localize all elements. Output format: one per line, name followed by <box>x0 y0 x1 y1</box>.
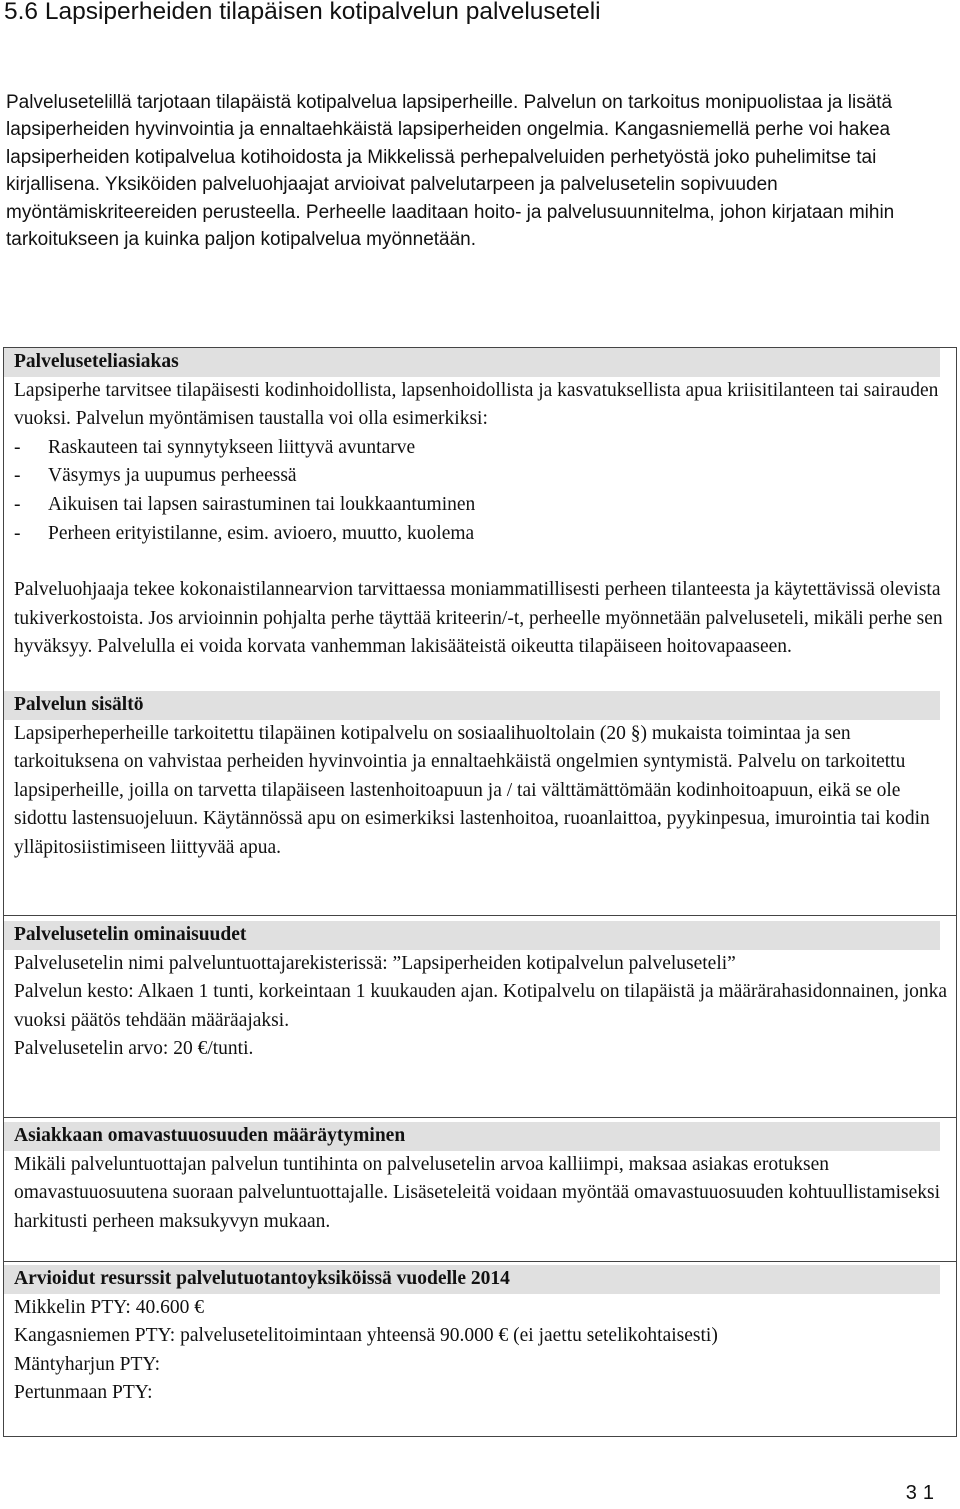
list-item: - Väsymys ja uupumus perheessä <box>14 465 297 487</box>
page-number: 31 <box>905 1482 940 1504</box>
voucher-duration: Palvelun kesto: Alkaen 1 tunti, korkeintaan 1 kuukauden ajan. Kotipalvelu on tilapäistä ja määrärahasidonnainen, jonka vuoksi päätös tehdään määräajaksi. <box>14 981 948 1031</box>
voucher-value: Palvelusetelin arvo: 20 €/tunti. <box>14 1038 254 1060</box>
section-text-2: Palveluohjaaja tekee kokonaistilannearvion tarvittaessa moniammatillisesti perheen tilanteesta ja käytettävissä olevista tukiverkostoista. Jos arvioinnin pohjalta perhe täyttää kriteerin/-t, perheelle myönnetään palveluseteli, mikäli perhe sen hyväksyy. Palvelulla ei voida korvata vanhemman lakisääteistä oikeutta tilapäiseen hoitovapaaseen. <box>14 579 943 658</box>
section-text: Lapsiperheperheille tarkoitettu tilapäinen kotipalvelu on sosiaalihuoltolain (20 §) mukaista toimintaa ja sen tarkoituksena on vahvistaa perheiden hyvinvointia ja ennaltaehkäistä ongelmien syntymistä. Palvelu on tarkoitettu lapsiperheille, joilla on tarvetta tilapäiseen lastenhoitoapuun ja / tai välttämättömään kodinhoitoapuun, eikä se ole sidottu lastensuojeluun. Käytännössä apu on esimerkiksi lastenhoitoa, ruoanlaittoa, pyykinpesua, imurointia tai kodin ylläpitosiistimiseen liittyvää apua. <box>14 722 930 858</box>
section-resurssit <box>14 1265 952 1408</box>
resource-line: Pertunmaan PTY: <box>14 1382 153 1404</box>
intro-paragraph: Palvelusetelillä tarjotaan tilapäistä kotipalvelua lapsiperheille. Palvelun on tarkoitus monipuolistaa ja lisätä lapsiperheiden hyvinvointia ja ennaltaehkäistä lapsiperheiden ongelmia. Kangasniemellä perhe voi hakea lapsiperheiden kotipalvelua kotihoidosta ja Mikkelissä perhepalveluiden perhetyöstä joko puhelimitse tai kirjallisena. Yksiköiden palveluohjaajat arvioivat palvelutarpeen ja palvelusetelin sopivuuden myöntämiskriteereiden perusteella. Perheelle laaditaan hoito- ja palvelusuunnitelma, johon kirjataan mihin tarkoitukseen ja kuinka paljon kotipalvelua myönnetään. <box>6 92 895 251</box>
section-sisalto <box>14 691 952 863</box>
section-text: Mikäli palveluntuottajan palvelun tuntihinta on palvelusetelin arvoa kalliimpi, maksaa asiakas erotuksen omavastuuosuutena suoraan palveluntuottajalle. Lisäseteleitä voidaan myöntää omavastuuosuuden kohtuullistamiseksi harkitusti perheen maksukyvyn mukaan. <box>14 1153 941 1232</box>
section-text: Lapsiperhe tarvitsee tilapäisesti kodinhoidollista, lapsenhoidollista ja kasvatuksellista apua kriisitilanteen tai sairauden vuoksi. Palvelun myöntämisen taustalla voi olla esimerkiksi: <box>14 379 939 430</box>
resource-line: Kangasniemen PTY: palvelusetelitoimintaan yhteensä 90.000 € (ei jaettu setelikohtaisesti) <box>14 1325 718 1347</box>
section-heading: Palvelun sisältö <box>4 691 940 720</box>
divider <box>3 1261 957 1262</box>
section-heading: Palvelusetelin ominaisuudet <box>4 921 940 950</box>
section-omavastuu <box>14 1122 952 1236</box>
criteria-list <box>14 434 952 548</box>
section-asiakas <box>14 348 952 662</box>
divider <box>3 915 957 916</box>
section-heading: Asiakkaan omavastuuosuuden määräytyminen <box>4 1122 940 1151</box>
section-ominaisuudet <box>14 921 952 1064</box>
resource-line: Mikkelin PTY: 40.600 € <box>14 1296 204 1318</box>
list-item: - Perheen erityistilanne, esim. avioero, muutto, kuolema <box>14 522 475 544</box>
list-item: - Raskauteen tai synnytykseen liittyvä avuntarve <box>14 436 416 458</box>
divider <box>3 1117 957 1118</box>
section-heading: Palveluseteliasiakas <box>4 348 940 377</box>
list-item: - Aikuisen tai lapsen sairastuminen tai loukkaantuminen <box>14 493 476 515</box>
resource-line: Mäntyharjun PTY: <box>14 1353 161 1375</box>
voucher-name: Palvelusetelin nimi palveluntuottajarekisterissä: ”Lapsiperheiden kotipalvelun palveluseteli” <box>14 952 736 974</box>
page-title: 5.6 Lapsiperheiden tilapäisen kotipalvelun palveluseteli <box>4 0 601 25</box>
section-heading: Arvioidut resurssit palvelutuotantoyksiköissä vuodelle 2014 <box>4 1265 940 1294</box>
